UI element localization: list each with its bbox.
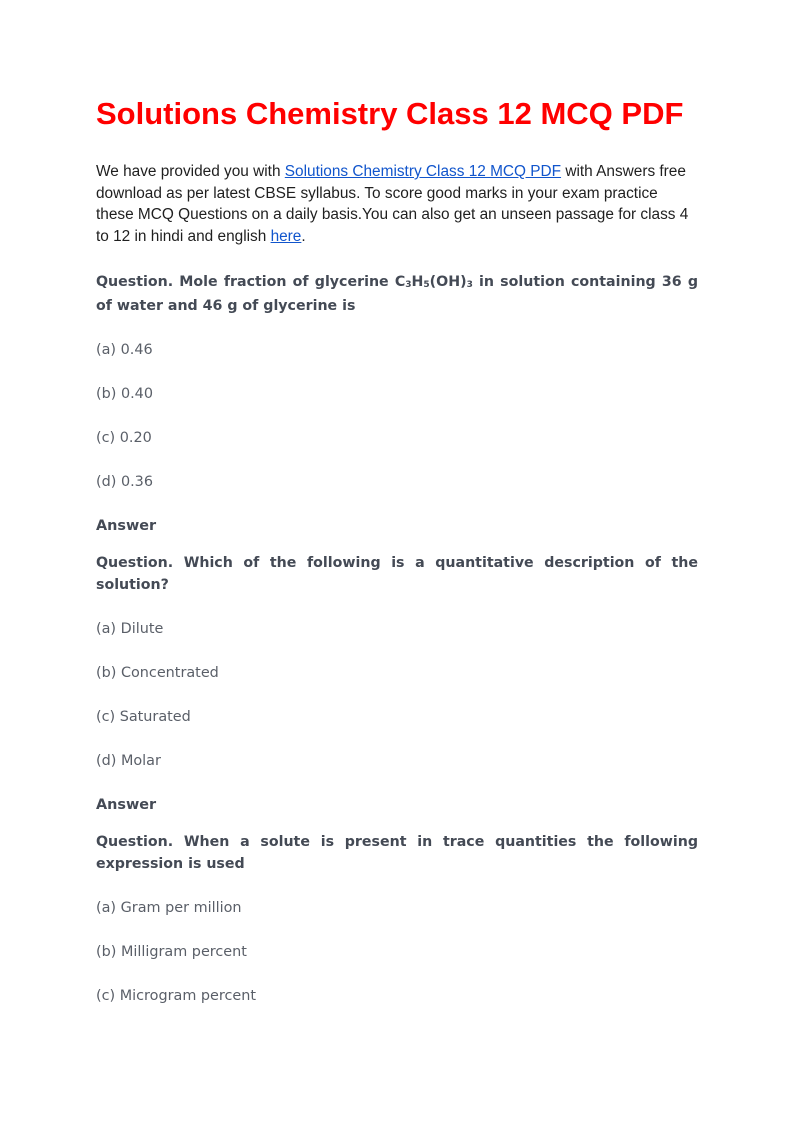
intro-text-continued: with Answers free download as per latest CBSE syllabus. To score good marks in your exam practice these MCQ Questions on a daily basis.You can also get an unseen passage for class 4 to 12 in hindi and english bbox=[96, 163, 689, 245]
document-page bbox=[96, 94, 698, 1007]
option-c: (c) Microgram percent bbox=[96, 988, 257, 1004]
intro-text: We have provided you with bbox=[96, 163, 285, 180]
answer-label: Answer bbox=[96, 518, 157, 534]
question-text: (OH) bbox=[429, 274, 467, 290]
option-b: (b) Concentrated bbox=[96, 665, 219, 681]
question-text: Question. Mole fraction of glycerine C bbox=[96, 274, 406, 290]
question-2: Question. Which of the following is a quantitative description of the solution? bbox=[96, 555, 698, 593]
question-text: in solution containing 36 g of water and 46 g of glycerine is bbox=[96, 274, 698, 314]
option-a: (a) Dilute bbox=[96, 621, 164, 637]
question-text: H bbox=[411, 274, 424, 290]
mcq-pdf-link[interactable]: Solutions Chemistry Class 12 MCQ PDF bbox=[284, 163, 562, 180]
here-link[interactable]: here bbox=[270, 227, 302, 245]
subscript: 3 bbox=[405, 280, 412, 290]
page-title: Solutions Chemistry Class 12 MCQ PDF bbox=[96, 96, 684, 131]
option-a: (a) Gram per million bbox=[96, 900, 242, 916]
intro-paragraph bbox=[96, 161, 698, 247]
subscript: 5 bbox=[423, 280, 430, 290]
answer-label: Answer bbox=[96, 797, 157, 813]
option-b: (b) 0.40 bbox=[96, 386, 153, 402]
intro-end: . bbox=[301, 227, 306, 245]
option-d: (d) 0.36 bbox=[96, 474, 153, 490]
option-c: (c) 0.20 bbox=[96, 430, 152, 446]
option-d: (d) Molar bbox=[96, 753, 161, 769]
option-b: (b) Milligram percent bbox=[96, 944, 247, 960]
option-a: (a) 0.46 bbox=[96, 342, 153, 358]
option-c: (c) Saturated bbox=[96, 709, 191, 725]
subscript: 3 bbox=[466, 280, 473, 290]
question-3: Question. When a solute is present in trace quantities the following expression is used bbox=[96, 834, 698, 872]
question-1 bbox=[96, 271, 698, 317]
